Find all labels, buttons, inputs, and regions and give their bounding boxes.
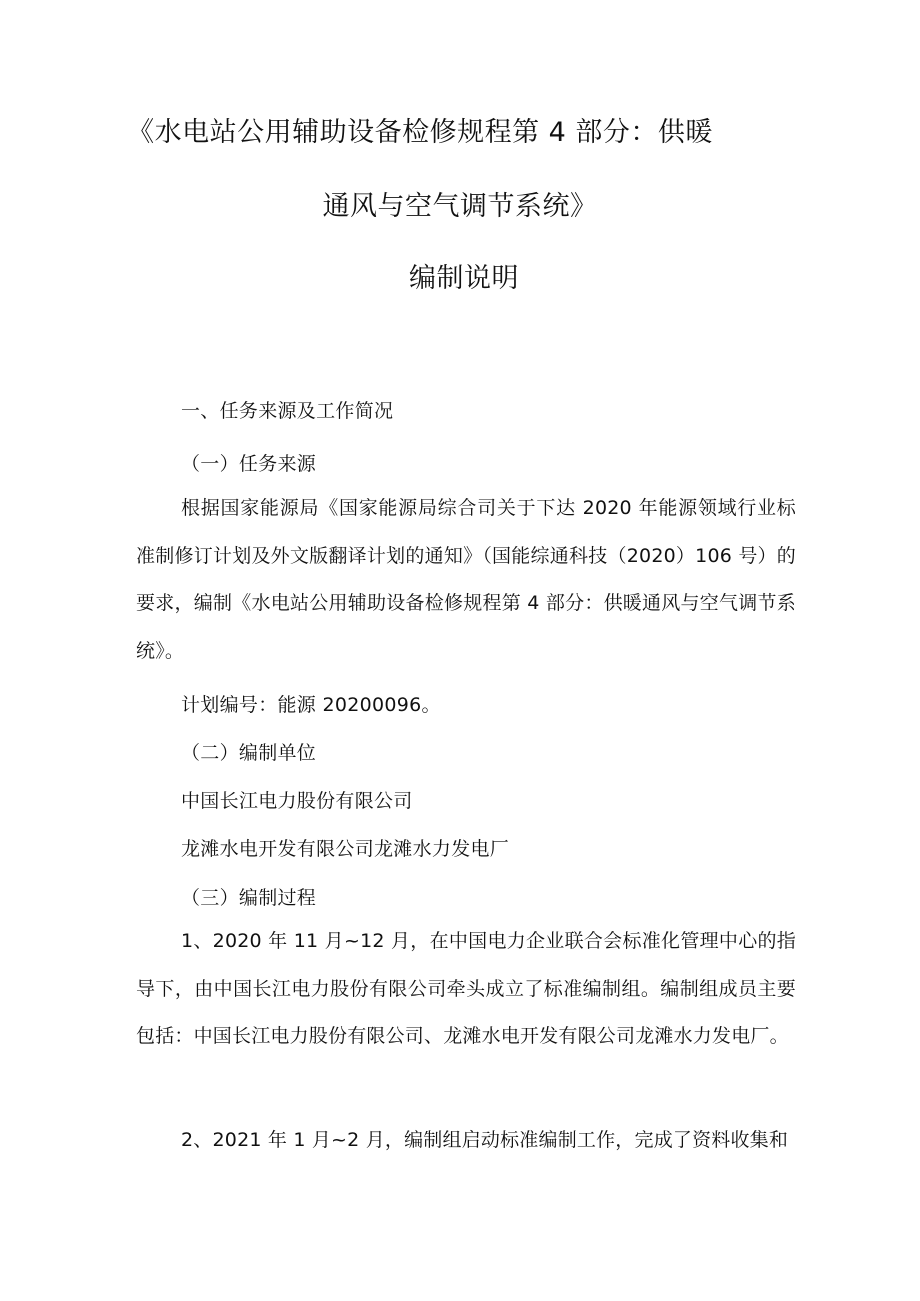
doc-title-line-1: 《水电站公用辅助设备检修规程第 4 部分：供暖	[127, 117, 713, 148]
doc-title-line-2: 通风与空气调节系统》	[322, 191, 598, 222]
section-1-2-heading: （二）编制单位	[181, 742, 317, 764]
doc-subtitle: 编制说明	[409, 263, 519, 294]
section-1-3-heading: （三）编制过程	[181, 887, 317, 909]
section-1-heading: 一、任务来源及工作简况	[181, 400, 394, 422]
process-paragraph-1: 1、2020 年 11 月~12 月，在中国电力企业联合会标准化管理中心的指导下，由中国长江电力股份有限公司牵头成立了标准编制组。编制组成员主要包括：中国长江电力股份有限公司、龙滩水电开发有限公司龙滩水力发电厂。	[136, 930, 796, 1047]
section-1-1-heading: （一）任务来源	[181, 453, 317, 475]
plan-number: 计划编号：能源 20200096。	[181, 694, 441, 716]
compiling-unit-2: 龙滩水电开发有限公司龙滩水力发电厂	[181, 838, 510, 860]
task-source-paragraph: 根据国家能源局《国家能源局综合司关于下达 2020 年能源领域行业标准制修订计划及外文版翻译计划的通知》（国能综通科技（2020）106 号）的要求，编制《水电站公用辅助设备检修规程第 4 部分：供暖通风与空气调节系统》。	[136, 497, 796, 662]
compiling-unit-1: 中国长江电力股份有限公司	[181, 790, 413, 812]
process-paragraph-2: 2、2021 年 1 月~2 月，编制组启动标准编制工作，完成了资料收集和	[181, 1129, 789, 1151]
